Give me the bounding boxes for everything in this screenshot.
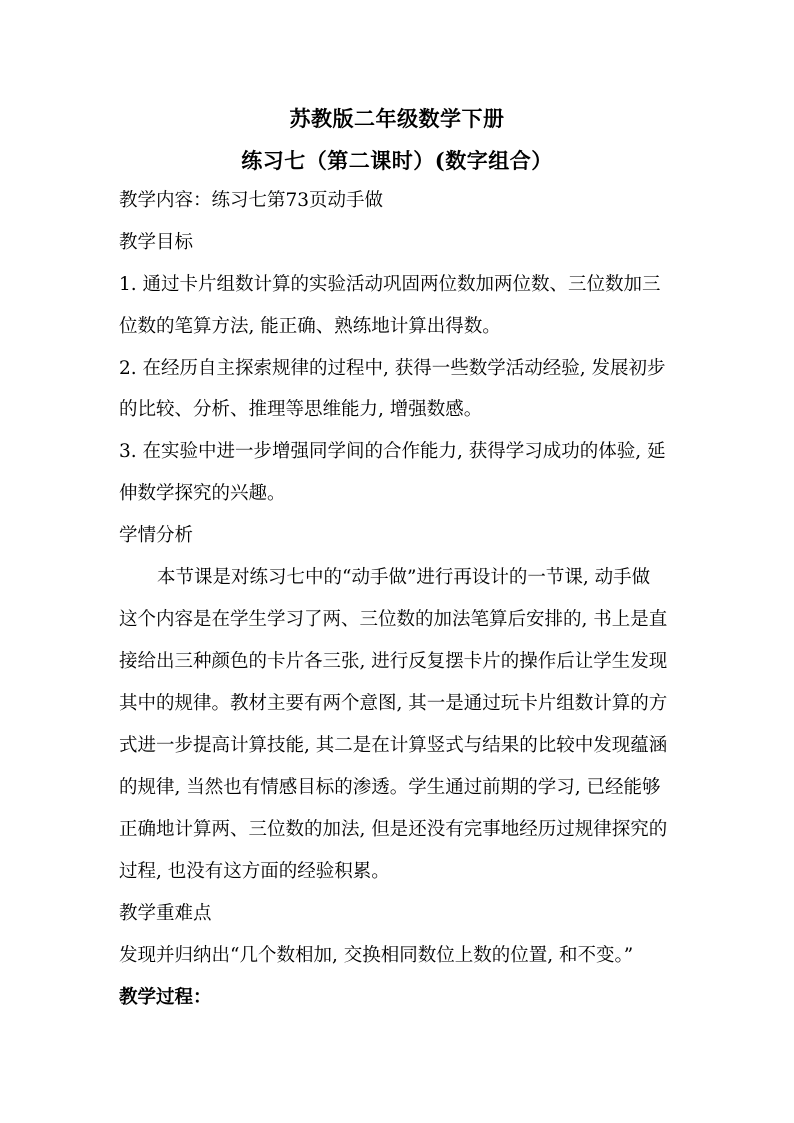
analysis-line: 的规律, 当然也有情感目标的渗透。学生通过前期的学习, 已经能够 xyxy=(119,777,661,798)
process-heading: 教学过程： xyxy=(119,987,212,1008)
objective-line: 3. 在实验中进一步增强同学间的合作能力, 获得学习成功的体验, 延 xyxy=(119,441,666,462)
objective-line: 的比较、分析、推理等思维能力, 增强数感。 xyxy=(119,399,483,420)
keypoints-text: 发现并归纳出“几个数相加, 交换相同数位上数的位置, 和不变。” xyxy=(119,945,634,966)
objectives-heading: 教学目标 xyxy=(119,232,194,253)
analysis-heading: 学情分析 xyxy=(119,525,194,546)
keypoints-heading: 教学重难点 xyxy=(119,903,212,924)
analysis-line: 正确地计算两、三位数的加法, 但是还没有完事地经历过规律探究的 xyxy=(119,819,668,840)
objective-line: 伸数学探究的兴趣。 xyxy=(119,483,286,504)
document-title: 苏教版二年级数学下册 xyxy=(289,106,505,131)
analysis-line: 式进一步提高计算技能, 其二是在计算竖式与结果的比较中发现蕴涵 xyxy=(119,735,668,756)
document-subtitle: 练习七（第二课时）(数字组合） xyxy=(241,148,553,173)
objective-line: 位数的笔算方法, 能正确、熟练地计算出得数。 xyxy=(119,316,501,337)
objective-line: 1. 通过卡片组数计算的实验活动巩固两位数加两位数、三位数加三 xyxy=(119,274,661,295)
analysis-line: 这个内容是在学生学习了两、三位数的加法笔算后安排的, 书上是直 xyxy=(119,609,668,630)
analysis-line: 过程, 也没有这方面的经验积累。 xyxy=(119,861,390,882)
objective-line: 2. 在经历自主探索规律的过程中, 获得一些数学活动经验, 发展初步 xyxy=(119,358,666,379)
analysis-line: 本节课是对练习七中的“动手做”进行再设计的一节课, 动手做 xyxy=(157,567,651,588)
teaching-content-line: 教学内容：练习七第73页动手做 xyxy=(119,190,384,211)
analysis-line: 其中的规律。教材主要有两个意图, 其一是通过玩卡片组数计算的方 xyxy=(119,693,668,714)
analysis-line: 接给出三种颜色的卡片各三张, 进行反复摆卡片的操作后让学生发现 xyxy=(119,651,668,672)
